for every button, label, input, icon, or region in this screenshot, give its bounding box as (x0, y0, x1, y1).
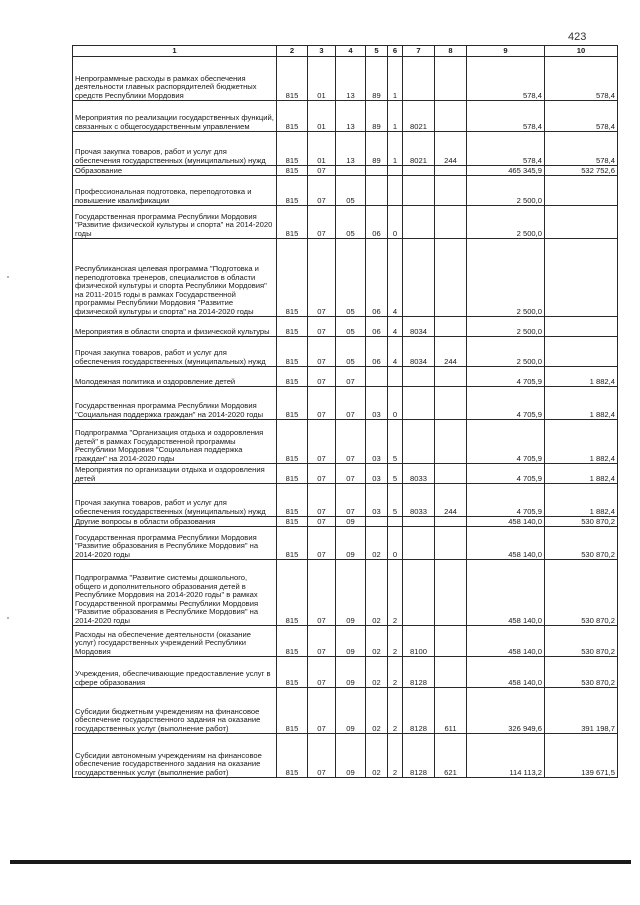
cell-code: 815 (277, 527, 308, 560)
cell-section: 07 (308, 387, 336, 420)
cell-program: 03 (366, 464, 388, 484)
cell-program (366, 176, 388, 206)
cell-subprogram: 0 (388, 387, 403, 420)
column-header-5: 5 (366, 46, 388, 57)
cell-name: Подпрограмма "Организация отдыха и оздоровления детей" в рамках Государственной программы Республики Мордовия "Социальная поддержка граждан" на 2014-2020 годы (73, 420, 277, 464)
cell-name: Прочая закупка товаров, работ и услуг для обеспечения государственных (муниципальных) нужд (73, 337, 277, 367)
table-row (73, 626, 618, 657)
cell-subsection: 07 (336, 420, 366, 464)
cell-subprogram: 4 (388, 239, 403, 317)
cell-code: 815 (277, 734, 308, 778)
cell-subsection: 07 (336, 484, 366, 517)
column-header-4: 4 (336, 46, 366, 57)
cell-amount-2015: 4 705,9 (467, 367, 545, 387)
cell-section: 07 (308, 176, 336, 206)
cell-name: Расходы на обеспечение деятельности (оказание услуг) государственных учреждений Республики Мордовия (73, 626, 277, 657)
cell-target-item: 8100 (403, 626, 435, 657)
cell-amount-2016: 1 882,4 (545, 367, 618, 387)
cell-amount-2015: 114 113,2 (467, 734, 545, 778)
cell-subsection: 09 (336, 734, 366, 778)
cell-name: Мероприятия в области спорта и физической культуры (73, 317, 277, 337)
cell-target-item: 8034 (403, 317, 435, 337)
cell-subprogram: 2 (388, 688, 403, 734)
page-number: 423 (568, 31, 587, 43)
cell-amount-2016: 530 870,2 (545, 626, 618, 657)
cell-target-item (403, 420, 435, 464)
table-row (73, 101, 618, 132)
cell-program: 06 (366, 337, 388, 367)
cell-expense-type (435, 57, 467, 101)
cell-amount-2016: 1 882,4 (545, 464, 618, 484)
cell-subprogram (388, 176, 403, 206)
cell-program (366, 517, 388, 527)
cell-program: 02 (366, 527, 388, 560)
cell-target-item: 8034 (403, 337, 435, 367)
cell-expense-type (435, 387, 467, 420)
cell-subsection: 13 (336, 132, 366, 166)
cell-subsection: 05 (336, 337, 366, 367)
cell-target-item (403, 387, 435, 420)
cell-amount-2016: 578,4 (545, 57, 618, 101)
cell-code: 815 (277, 560, 308, 626)
cell-name: Подпрограмма "Развитие системы дошкольного, общего и дополнительного образования детей в Республике Мордовия на 2014-2020 годы" в рамках Государственной программы Республики Мордовия "Развитие образования в Республике Мордовия" на 2014-2020 годы (73, 560, 277, 626)
cell-amount-2016 (545, 206, 618, 239)
cell-expense-type (435, 317, 467, 337)
cell-program: 02 (366, 560, 388, 626)
table-row (73, 734, 618, 778)
cell-code: 815 (277, 657, 308, 688)
cell-amount-2016: 139 671,5 (545, 734, 618, 778)
cell-subprogram: 1 (388, 101, 403, 132)
cell-name: Мероприятия по организации отдыха и оздоровления детей (73, 464, 277, 484)
column-header-9: 9 (467, 46, 545, 57)
cell-expense-type: 244 (435, 132, 467, 166)
cell-subsection: 05 (336, 239, 366, 317)
cell-section: 07 (308, 317, 336, 337)
cell-expense-type: 611 (435, 688, 467, 734)
cell-expense-type (435, 657, 467, 688)
cell-expense-type (435, 101, 467, 132)
cell-code: 815 (277, 688, 308, 734)
cell-target-item: 8021 (403, 101, 435, 132)
cell-target-item (403, 560, 435, 626)
cell-target-item (403, 166, 435, 176)
cell-target-item: 8033 (403, 464, 435, 484)
cell-section: 01 (308, 101, 336, 132)
cell-program (366, 166, 388, 176)
cell-section: 07 (308, 527, 336, 560)
cell-expense-type (435, 367, 467, 387)
cell-subprogram (388, 517, 403, 527)
cell-amount-2015: 4 705,9 (467, 387, 545, 420)
cell-expense-type (435, 166, 467, 176)
cell-subsection: 05 (336, 176, 366, 206)
cell-expense-type (435, 239, 467, 317)
cell-section: 07 (308, 420, 336, 464)
cell-target-item (403, 367, 435, 387)
cell-expense-type (435, 560, 467, 626)
table-row (73, 176, 618, 206)
cell-subsection: 07 (336, 464, 366, 484)
cell-section: 07 (308, 517, 336, 527)
cell-subprogram: 5 (388, 420, 403, 464)
table-row (73, 484, 618, 517)
cell-amount-2015: 4 705,9 (467, 484, 545, 517)
table-row (73, 387, 618, 420)
cell-amount-2015: 2 500,0 (467, 239, 545, 317)
cell-amount-2015: 458 140,0 (467, 560, 545, 626)
cell-subsection: 07 (336, 367, 366, 387)
cell-code: 815 (277, 176, 308, 206)
cell-program: 03 (366, 387, 388, 420)
cell-amount-2016: 1 882,4 (545, 420, 618, 464)
cell-program (366, 367, 388, 387)
table-row (73, 560, 618, 626)
cell-code: 815 (277, 166, 308, 176)
table-row (73, 239, 618, 317)
cell-subprogram: 2 (388, 560, 403, 626)
cell-name: Молодежная политика и оздоровление детей (73, 367, 277, 387)
cell-program: 02 (366, 688, 388, 734)
column-header-8: 8 (435, 46, 467, 57)
cell-amount-2016 (545, 176, 618, 206)
cell-subprogram: 2 (388, 657, 403, 688)
budget-table (72, 45, 618, 778)
cell-amount-2016: 1 882,4 (545, 387, 618, 420)
cell-name: Государственная программа Республики Мордовия "Социальная поддержка граждан" на 2014-2020 годы (73, 387, 277, 420)
cell-name: Прочая закупка товаров, работ и услуг для обеспечения государственных (муниципальных) нужд (73, 484, 277, 517)
cell-amount-2015: 2 500,0 (467, 206, 545, 239)
table-row (73, 464, 618, 484)
scan-dot (7, 276, 9, 278)
cell-amount-2015: 458 140,0 (467, 626, 545, 657)
cell-subsection: 09 (336, 626, 366, 657)
cell-section: 07 (308, 560, 336, 626)
cell-code: 815 (277, 239, 308, 317)
table-row (73, 337, 618, 367)
table-row (73, 527, 618, 560)
cell-subprogram: 1 (388, 57, 403, 101)
scan-dot (7, 617, 9, 619)
cell-code: 815 (277, 626, 308, 657)
bottom-rule (10, 860, 631, 864)
cell-target-item (403, 239, 435, 317)
cell-amount-2016: 530 870,2 (545, 560, 618, 626)
table-row (73, 688, 618, 734)
cell-target-item (403, 176, 435, 206)
cell-amount-2016: 1 882,4 (545, 484, 618, 517)
cell-subsection: 09 (336, 560, 366, 626)
column-header-2: 2 (277, 46, 308, 57)
table-row (73, 57, 618, 101)
column-header-1: 1 (73, 46, 277, 57)
cell-amount-2015: 4 705,9 (467, 464, 545, 484)
cell-subprogram: 4 (388, 317, 403, 337)
cell-amount-2016: 391 198,7 (545, 688, 618, 734)
cell-subsection (336, 166, 366, 176)
cell-name: Государственная программа Республики Мордовия "Развитие образования в Республике Мордовия" на 2014-2020 годы (73, 527, 277, 560)
cell-name: Республиканская целевая программа "Подготовка и переподготовка тренеров, специалистов в области физической культуры и спорта Республики Мордовия" на 2011-2015 годы в рамках Государственной программы Республики Мордовия "Развитие физической культуры и спорта" на 2014-2020 годы (73, 239, 277, 317)
cell-subprogram: 5 (388, 464, 403, 484)
cell-name: Учреждения, обеспечивающие предоставление услуг в сфере образования (73, 657, 277, 688)
cell-amount-2015: 458 140,0 (467, 527, 545, 560)
cell-program: 06 (366, 206, 388, 239)
cell-program: 89 (366, 101, 388, 132)
cell-target-item: 8128 (403, 657, 435, 688)
cell-subprogram: 0 (388, 527, 403, 560)
cell-amount-2016 (545, 317, 618, 337)
cell-subsection: 05 (336, 206, 366, 239)
table-header-row (73, 46, 618, 57)
cell-subsection: 09 (336, 688, 366, 734)
cell-name: Образование (73, 166, 277, 176)
cell-amount-2015: 326 949,6 (467, 688, 545, 734)
cell-amount-2016 (545, 239, 618, 317)
cell-amount-2015: 2 500,0 (467, 317, 545, 337)
cell-amount-2015: 2 500,0 (467, 176, 545, 206)
cell-amount-2016: 530 870,2 (545, 527, 618, 560)
cell-program: 06 (366, 317, 388, 337)
cell-section: 07 (308, 734, 336, 778)
table-row (73, 166, 618, 176)
cell-section: 07 (308, 484, 336, 517)
cell-amount-2016: 578,4 (545, 132, 618, 166)
cell-code: 815 (277, 337, 308, 367)
cell-expense-type (435, 517, 467, 527)
cell-section: 07 (308, 367, 336, 387)
cell-subsection: 09 (336, 517, 366, 527)
cell-subprogram: 2 (388, 626, 403, 657)
cell-section: 07 (308, 239, 336, 317)
cell-code: 815 (277, 484, 308, 517)
cell-amount-2016: 578,4 (545, 101, 618, 132)
cell-program: 02 (366, 734, 388, 778)
cell-name: Мероприятия по реализации государственных функций, связанных с общегосударственным управлением (73, 101, 277, 132)
cell-code: 815 (277, 57, 308, 101)
cell-code: 815 (277, 132, 308, 166)
cell-code: 815 (277, 317, 308, 337)
cell-expense-type: 244 (435, 337, 467, 367)
cell-name: Субсидии бюджетным учреждениям на финансовое обеспечение государственного задания на оказание государственных услуг (выполнение работ) (73, 688, 277, 734)
cell-target-item (403, 517, 435, 527)
cell-section: 07 (308, 657, 336, 688)
cell-subprogram: 4 (388, 337, 403, 367)
column-header-10: 10 (545, 46, 618, 57)
column-header-7: 7 (403, 46, 435, 57)
cell-name: Другие вопросы в области образования (73, 517, 277, 527)
cell-program: 89 (366, 132, 388, 166)
cell-section: 07 (308, 464, 336, 484)
cell-code: 815 (277, 101, 308, 132)
cell-subsection: 05 (336, 317, 366, 337)
cell-target-item: 8033 (403, 484, 435, 517)
table-row (73, 206, 618, 239)
cell-amount-2015: 578,4 (467, 132, 545, 166)
cell-section: 07 (308, 626, 336, 657)
cell-amount-2015: 578,4 (467, 101, 545, 132)
cell-subprogram: 1 (388, 132, 403, 166)
cell-amount-2015: 2 500,0 (467, 337, 545, 367)
table-row (73, 367, 618, 387)
cell-amount-2015: 465 345,9 (467, 166, 545, 176)
cell-subprogram (388, 166, 403, 176)
cell-name: Субсидии автономным учреждениям на финансовое обеспечение государственного задания на оказание государственных услуг (выполнение работ) (73, 734, 277, 778)
cell-expense-type (435, 420, 467, 464)
cell-expense-type (435, 176, 467, 206)
cell-expense-type (435, 527, 467, 560)
column-header-3: 3 (308, 46, 336, 57)
cell-target-item (403, 527, 435, 560)
table-row (73, 420, 618, 464)
cell-section: 01 (308, 57, 336, 101)
cell-program: 03 (366, 420, 388, 464)
cell-subsection: 13 (336, 101, 366, 132)
cell-amount-2015: 458 140,0 (467, 517, 545, 527)
table-row (73, 317, 618, 337)
table-row (73, 657, 618, 688)
cell-program: 89 (366, 57, 388, 101)
cell-amount-2016: 530 870,2 (545, 657, 618, 688)
cell-program: 03 (366, 484, 388, 517)
cell-code: 815 (277, 367, 308, 387)
cell-subsection: 09 (336, 527, 366, 560)
cell-subprogram (388, 367, 403, 387)
cell-name: Прочая закупка товаров, работ и услуг для обеспечения государственных (муниципальных) нужд (73, 132, 277, 166)
cell-section: 07 (308, 166, 336, 176)
cell-section: 07 (308, 688, 336, 734)
cell-name: Непрограммные расходы в рамках обеспечения деятельности главных распорядителей бюджетных средств Республики Мордовия (73, 57, 277, 101)
table-row (73, 132, 618, 166)
cell-subsection: 13 (336, 57, 366, 101)
cell-amount-2016: 532 752,6 (545, 166, 618, 176)
cell-expense-type (435, 464, 467, 484)
cell-code: 815 (277, 517, 308, 527)
cell-amount-2015: 458 140,0 (467, 657, 545, 688)
cell-amount-2016: 530 870,2 (545, 517, 618, 527)
cell-program: 02 (366, 657, 388, 688)
cell-amount-2015: 578,4 (467, 57, 545, 101)
cell-target-item: 8128 (403, 734, 435, 778)
cell-code: 815 (277, 387, 308, 420)
cell-code: 815 (277, 464, 308, 484)
cell-subprogram: 2 (388, 734, 403, 778)
cell-target-item (403, 206, 435, 239)
cell-subprogram: 5 (388, 484, 403, 517)
cell-code: 815 (277, 420, 308, 464)
cell-subprogram: 0 (388, 206, 403, 239)
cell-name: Профессиональная подготовка, переподготовка и повышение квалификации (73, 176, 277, 206)
cell-amount-2015: 4 705,9 (467, 420, 545, 464)
cell-section: 07 (308, 206, 336, 239)
table-row (73, 517, 618, 527)
cell-expense-type: 244 (435, 484, 467, 517)
cell-section: 07 (308, 337, 336, 367)
cell-program: 06 (366, 239, 388, 317)
cell-subsection: 09 (336, 657, 366, 688)
cell-subsection: 07 (336, 387, 366, 420)
cell-expense-type: 621 (435, 734, 467, 778)
cell-expense-type (435, 206, 467, 239)
cell-code: 815 (277, 206, 308, 239)
cell-program: 02 (366, 626, 388, 657)
cell-section: 01 (308, 132, 336, 166)
column-header-6: 6 (388, 46, 403, 57)
cell-target-item: 8021 (403, 132, 435, 166)
cell-amount-2016 (545, 337, 618, 367)
cell-expense-type (435, 626, 467, 657)
cell-name: Государственная программа Республики Мордовия "Развитие физической культуры и спорта" на 2014-2020 годы (73, 206, 277, 239)
cell-target-item: 8128 (403, 688, 435, 734)
cell-target-item (403, 57, 435, 101)
